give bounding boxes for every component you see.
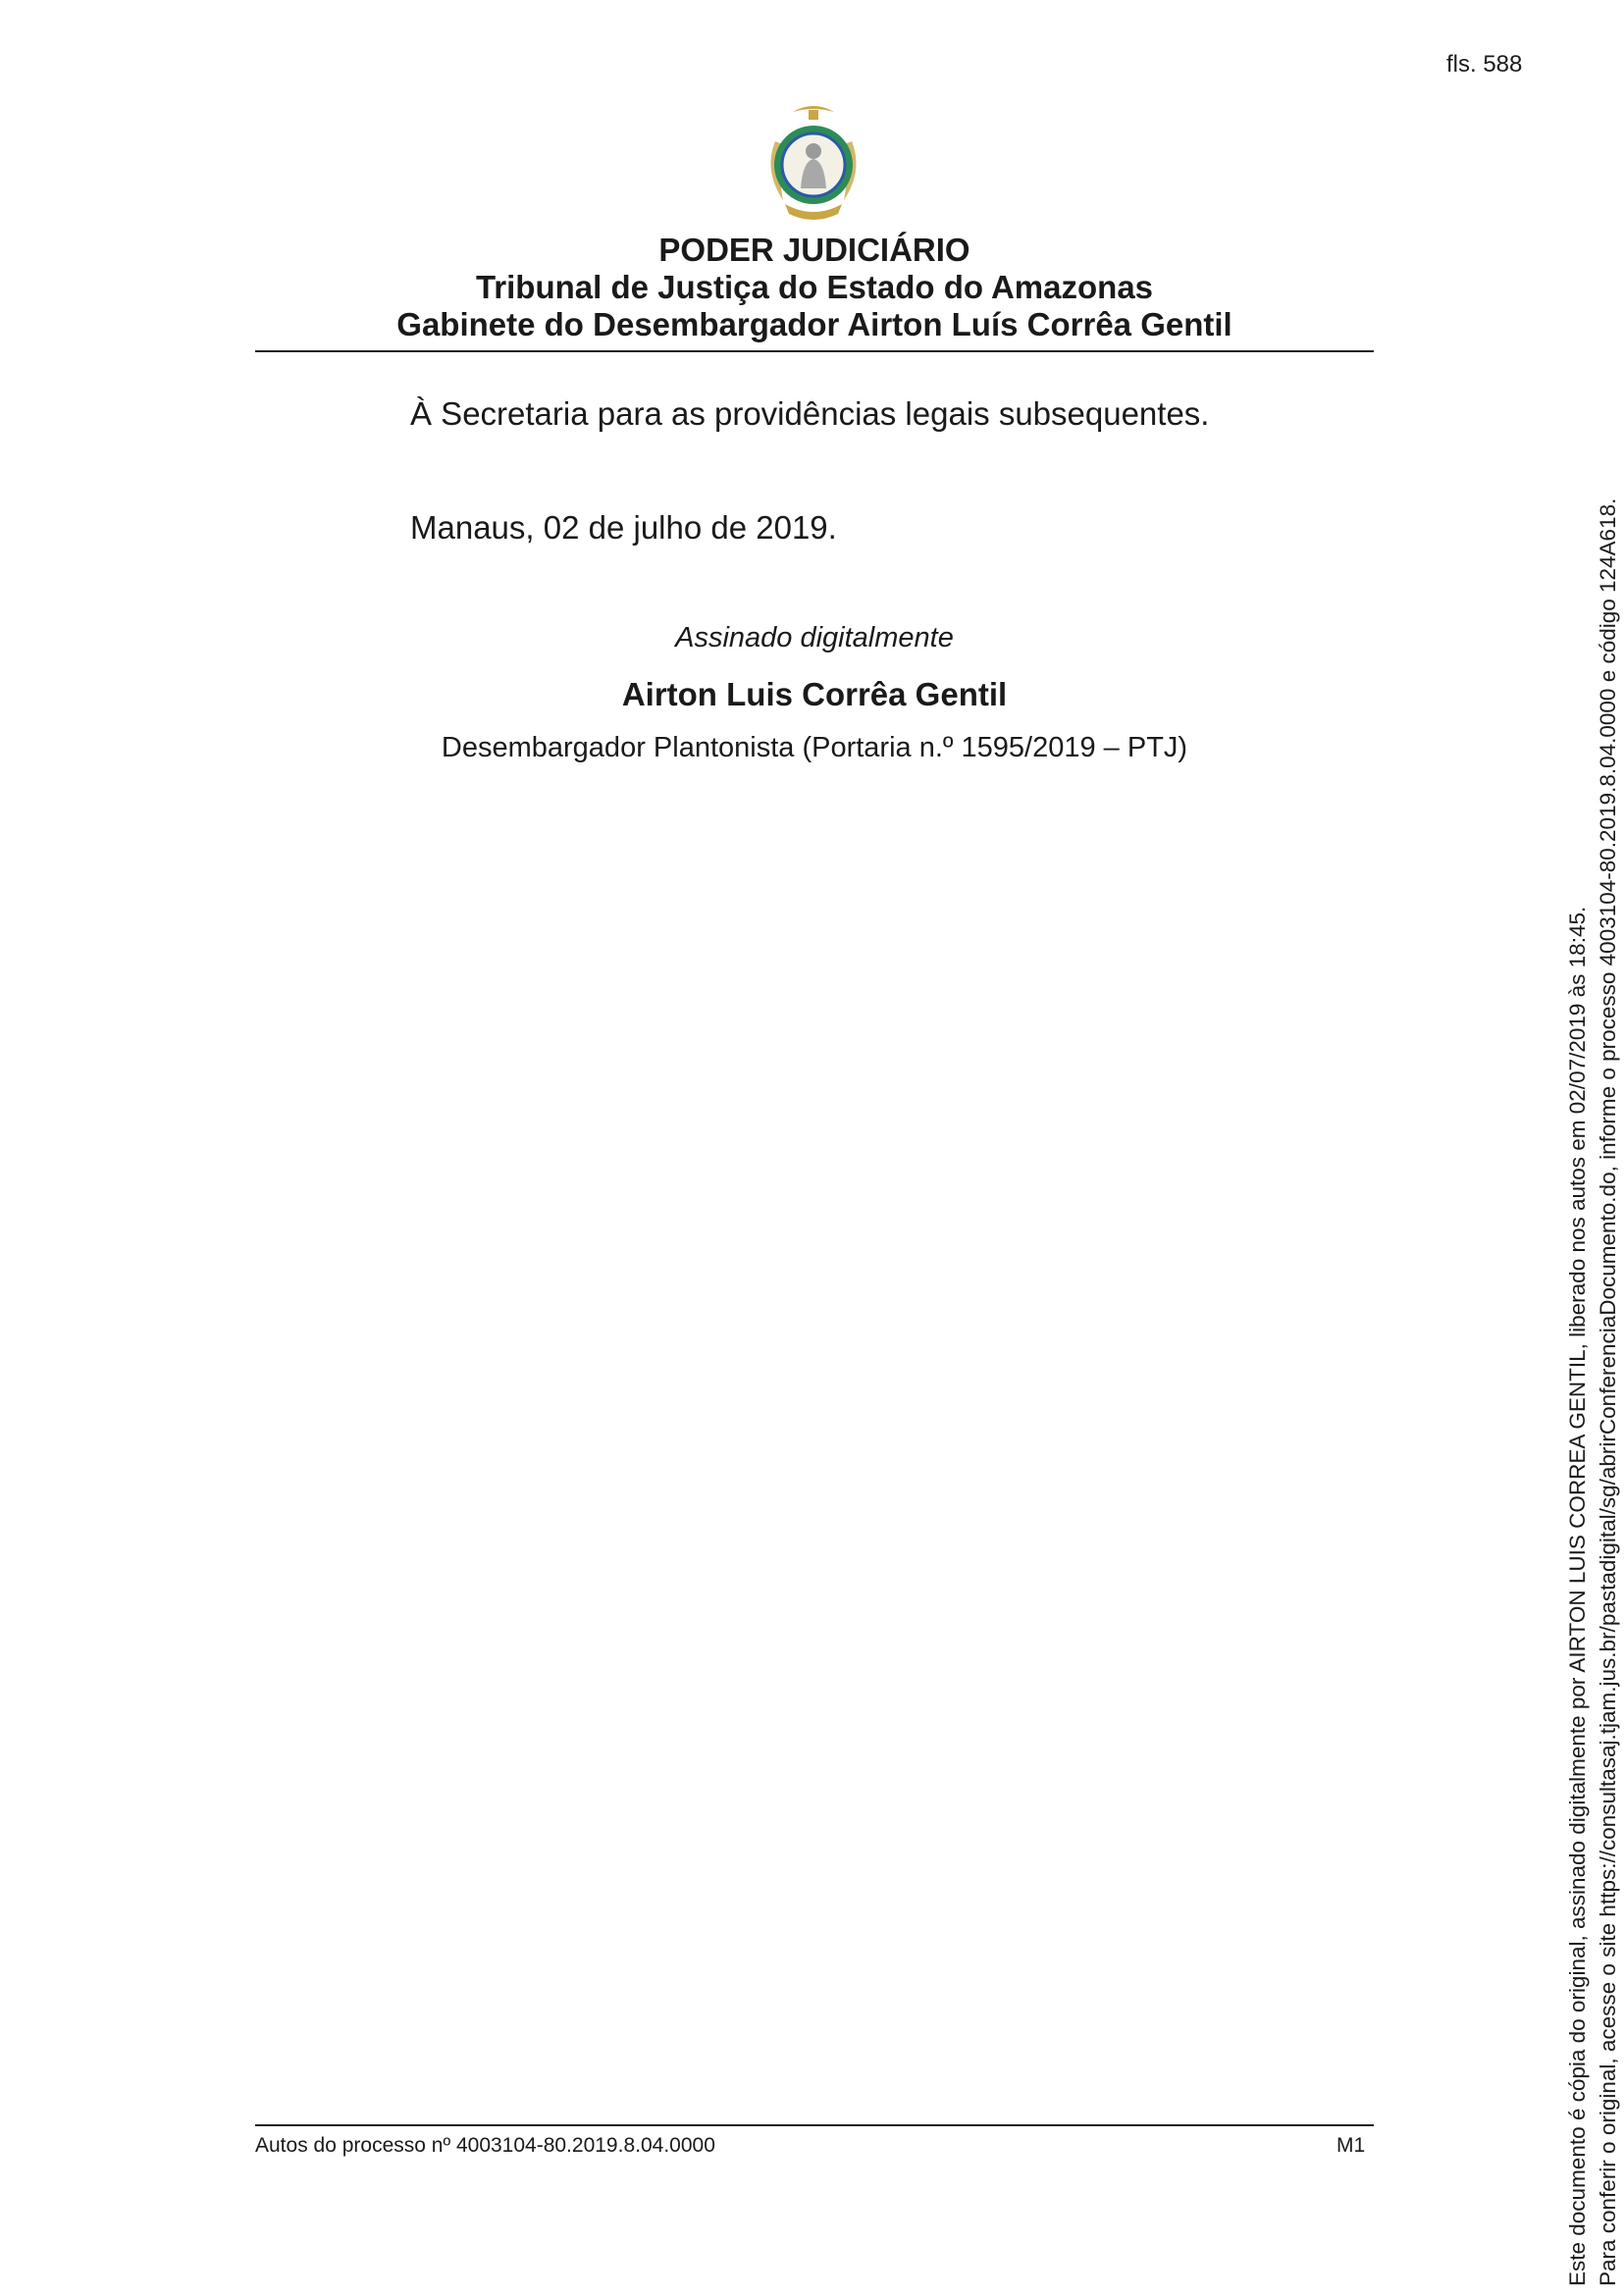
dispatch-text: À Secretaria para as providências legais subsequentes. (410, 395, 1210, 432)
document-header (255, 232, 1374, 343)
header-office: Gabinete do Desembargador Airton Luís Corrêa Gentil (396, 306, 1232, 342)
header-institution: PODER JUDICIÁRIO (658, 232, 970, 268)
footer-code: M1 (1336, 2134, 1366, 2157)
header-court: Tribunal de Justiça do Estado do Amazonas (475, 269, 1154, 305)
header-divider (255, 350, 1374, 352)
signer-name: Airton Luis Corrêa Gentil (621, 676, 1008, 712)
page-number: fls. 588 (1446, 51, 1523, 78)
place-date: Manaus, 02 de julho de 2019. (410, 509, 837, 546)
footer-divider (255, 2124, 1374, 2126)
case-number: Autos do processo nº 4003104-80.2019.8.04.0000 (255, 2134, 715, 2157)
authenticity-notice-line1: Este documento é cópia do original, assinado digitalmente por AIRTON LUIS CORREA GENTIL, liberado nos autos em 02/07/2019 às 18:45. (1565, 906, 1590, 2286)
authenticity-notice-line2: Para conferir o original, acesse o site https://consultasaj.tjam.jus.br/pastadigital/sg/abrirConferenciaDocumento.do, informe o processo 4003104-80.2019.8.04.0000 e código 124A618. (1596, 497, 1620, 2286)
court-coat-of-arms-icon (756, 102, 871, 230)
signer-role: Desembargador Plantonista (Portaria n.º 1595/2019 – PTJ) (441, 732, 1188, 763)
authenticity-notice (1562, 498, 1623, 2286)
digital-signature-note: Assinado digitalmente (675, 622, 954, 653)
